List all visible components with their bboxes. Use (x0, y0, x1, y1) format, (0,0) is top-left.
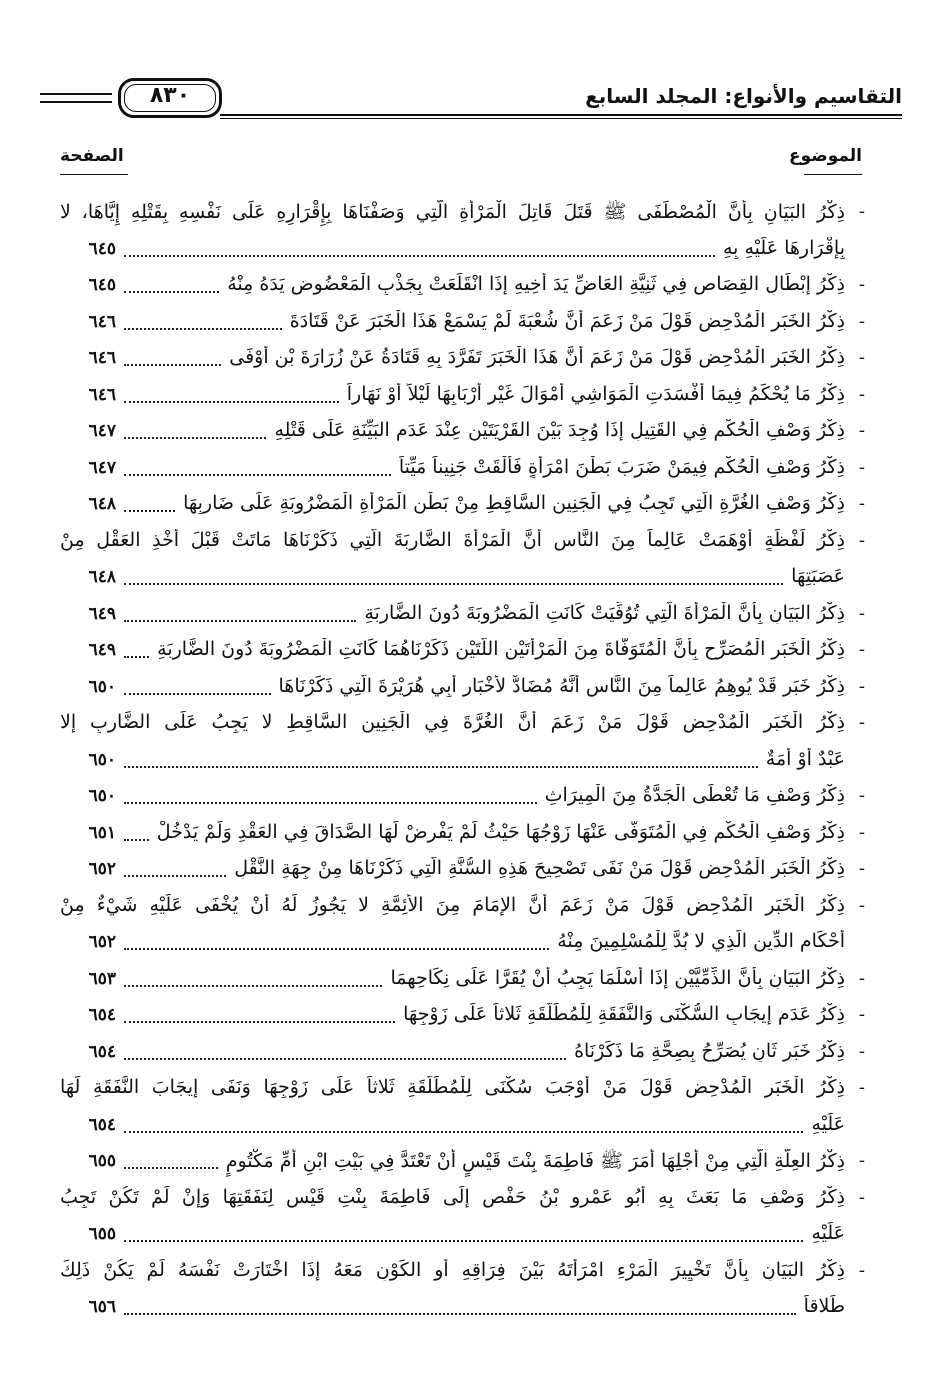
entry-bullet: - (858, 712, 865, 733)
entry-page-number: ٦٥٤ (88, 1041, 116, 1062)
entry-page-number: ٦٤٥ (88, 275, 116, 295)
entry-page-number: ٦٤٩ (88, 640, 116, 660)
toc-entry (60, 1145, 865, 1182)
entry-text: ذِكْرُ خَبَرٍ قَدْ يُوهِمُ عَالِماً مِنَ النَّاسِ أَنَّهُ مُضَادٌّ لأَخْبَارِ أَبِي هُرَيْرَةَ الَّتِي ذَكَرْنَاهَا (278, 674, 845, 697)
toc-entry-line (60, 890, 865, 927)
entry-page-number: ٦٤٥ (88, 238, 116, 259)
toc-entry-line (60, 1255, 865, 1292)
toc-entry-line (60, 342, 865, 379)
entry-page-number: ٦٤٦ (88, 384, 116, 405)
page-heading-underline (60, 174, 128, 175)
toc-entry (60, 707, 865, 780)
entry-bullet: - (858, 201, 865, 222)
running-title: التقاسيم والأنواع: المجلد السابع (585, 84, 902, 108)
entry-page-number: ٦٥٠ (88, 676, 116, 697)
dot-leader (124, 802, 537, 804)
entry-text: ذِكْرُ إِبْطَالِ القِصَاصِ فِي ثَنِيَّةِ العَاضِّ يَدَ أَخِيهِ إِذَا انْقَلَعَتْ بِجَذْبِ الْمَعْضُوضِ يَدَهُ مِنْهُ (227, 273, 845, 295)
entry-page-number: ٦٥٢ (88, 932, 116, 952)
dot-leader (124, 1167, 218, 1169)
entry-text: عَصَبَتِهَا (791, 565, 845, 587)
dot-leader (124, 291, 219, 293)
toc-entry (60, 1072, 865, 1145)
toc-entry (60, 598, 865, 635)
toc-entry-line (60, 634, 865, 671)
dot-leader (124, 1240, 803, 1242)
toc-entry-line (60, 1291, 865, 1328)
topic-column-heading: الموضوع (789, 146, 862, 166)
toc-entry-line (60, 1036, 865, 1073)
entry-bullet: - (858, 383, 865, 405)
dot-leader (124, 328, 282, 330)
toc-entry-line (60, 817, 865, 854)
toc-entry-line (60, 525, 865, 562)
toc-entry (60, 890, 865, 963)
toc-entry (60, 1036, 865, 1073)
dot-leader (124, 620, 356, 622)
entry-page-number: ٦٥٥ (88, 1224, 116, 1244)
toc-entry-line (60, 671, 865, 708)
entry-page-number: ٦٥٠ (88, 749, 116, 770)
entry-bullet: - (858, 602, 865, 624)
toc-entry (60, 379, 865, 416)
entry-page-number: ٦٤٩ (88, 603, 116, 624)
dot-leader (124, 1058, 566, 1060)
toc-entry (60, 671, 865, 708)
header-rule (220, 114, 902, 116)
entry-page-number: ٦٤٦ (88, 348, 116, 368)
toc-entry-line (60, 999, 865, 1036)
toc-entry (60, 525, 865, 598)
toc-entry (60, 306, 865, 343)
toc-entry (60, 999, 865, 1036)
entry-bullet: - (858, 1077, 865, 1098)
entry-text: ذِكْرُ وَصْفِ مَا تُعْطَى الْجَدَّةُ مِنَ الْمِيرَاثِ (544, 784, 845, 806)
toc-entry-line (60, 379, 865, 416)
toc-entry-line (60, 488, 865, 525)
toc-entry (60, 634, 865, 671)
toc-entry-line (60, 1072, 865, 1109)
toc-entry (60, 853, 865, 890)
entry-page-number: ٦٤٧ (88, 421, 116, 441)
dot-leader (124, 1131, 803, 1133)
dot-leader (124, 656, 149, 658)
entry-page-number: ٦٥٦ (88, 1297, 116, 1317)
toc-entry-line (60, 233, 865, 270)
toc-entry-line (60, 926, 865, 963)
toc-entry (60, 196, 865, 269)
toc-entry-line (60, 561, 865, 598)
dot-leader (124, 255, 715, 257)
entry-bullet: - (858, 1150, 865, 1171)
toc-entry (60, 269, 865, 306)
entry-bullet: - (858, 456, 865, 478)
entry-bullet: - (858, 1186, 865, 1208)
dot-leader (124, 1313, 796, 1315)
entry-page-number: ٦٥٤ (88, 1005, 116, 1025)
entry-text: ذِكْرُ وَصْفِ الْحُكْمِ فِيمَنْ ضَرَبَ بَطْنَ امْرَأَةٍ فَأَلْقَتْ جَنِيناً مَيِّتاً (398, 455, 845, 478)
toc-entry (60, 452, 865, 489)
toc-entry (60, 415, 865, 452)
entry-text: ذِكْرُ البَيَانِ بِأَنَّ الْمَرْأَةَ الَّتِي تُوُفِّيَتْ كَانَتِ الْمَضْرُوبَةَ دُونَ الضَّارِبَةِ (364, 601, 845, 624)
toc-entry (60, 817, 865, 854)
entry-bullet: - (858, 675, 865, 697)
entry-bullet: - (858, 420, 865, 441)
entry-page-number: ٦٥١ (88, 822, 116, 843)
entry-bullet: - (858, 1004, 865, 1025)
toc-entry-line (60, 707, 865, 744)
entry-text: ذِكْرُ الْخَبَرِ الْمُدْحِضِ قَوْلَ مَنْ نَفَى تَصْحِيحَ هَذِهِ السُّنَّةِ الَّتِي ذَكَرْنَاهَا مِنْ جِهَةِ النَّقْلِ (234, 857, 845, 879)
toc-entry-line (60, 963, 865, 1000)
page-column-heading: الصفحة (60, 146, 124, 166)
entry-text: بِإِقْرَارِهَا عَلَيْهِ بِهِ (722, 236, 845, 259)
toc-entry-line (60, 1109, 865, 1146)
entry-bullet: - (858, 274, 865, 295)
toc-entry (60, 780, 865, 817)
topic-heading-underline (804, 174, 862, 175)
entry-text: ذِكْرُ مَا يُحْكَمُ فِيمَا أَفْسَدَتِ الْمَوَاشِي أَمْوَالَ غَيْرِ أَرْبَابِهَا لَيْلاً أَوْ نَهَاراً (346, 382, 845, 405)
toc-entry (60, 1255, 865, 1328)
toc-entry-line (60, 415, 865, 452)
entry-text: ذِكْرُ الْخَبَرِ الْمُدْحِضِ قَوْلَ مَنْ أَوْجَبَ سُكْنَى لِلْمُطَلَّقَةِ ثَلاثاً عَلَى زَوْجِهَا وَنَفَى إِيجَابَ النَّفَقَةِ لَهَا (60, 1076, 845, 1098)
entry-text: ذِكْرُ خَبَرٍ ثَانٍ يُصَرِّحُ بِصِحَّةِ مَا ذَكَرْنَاهُ (574, 1039, 845, 1062)
entry-page-number: ٦٤٨ (88, 567, 116, 587)
toc-entry-line (60, 452, 865, 489)
dot-leader (124, 839, 149, 841)
entry-text: ذِكْرُ البَيَانِ بِأَنَّ الْمُصْطَفَى ﷺ قَتَلَ قَاتِلَ الْمَرْأَةِ الَّتِي وَصَفْنَاهَا بِإِقْرَارِهِ عَلَى نَفْسِهِ بِقَتْلِهِ إِيَّاهَا، لا (60, 201, 845, 223)
entry-text: ذِكْرُ لَفْظَةٍ أَوْهَمَتْ عَالِماً مِنَ النَّاسِ أَنَّ الْمَرْأَةَ الضَّارِبَةَ الَّتِي ذَكَرْنَاهَا مَاتَتْ قَبْلَ أَخْذِ العَقْلِ مِنْ (60, 528, 845, 551)
toc-entry-line (60, 853, 865, 890)
entry-text: ذِكْرُ الْخَبَرِ الْمُدْحِضِ قَوْلَ مَنْ زَعَمَ أَنَّ الغُرَّةَ فِي الْجَنِينِ السَّاقِطِ لا يَجِبُ عَلَى الضَّارِبِ إِلا (60, 711, 845, 733)
entry-text: ذِكْرُ وَصْفِ الغُرَّةِ الَّتِي تَجِبُ فِي الْجَنِينِ السَّاقِطِ مِنْ بَطْنِ الْمَرْأَةِ الْمَضْرُوبَةِ عَلَى ضَارِبِهَا (183, 492, 845, 514)
dot-leader (124, 437, 266, 439)
entry-bullet: - (858, 894, 865, 916)
entry-bullet: - (858, 529, 865, 551)
toc-entry (60, 342, 865, 379)
entry-text: ذِكْرُ الْخَبَرِ الْمُصَرِّحِ بِأَنَّ الْمُتَوَفَّاةَ مِنَ الْمَرْأَتَيْنِ اللَّتَيْنِ ذَكَرْنَاهُمَا كَانَتِ الْمَضْرُوبَةَ دُونَ الضَّارِبَةِ (157, 638, 845, 660)
toc-entry-line (60, 306, 865, 343)
entry-page-number: ٦٥٠ (88, 786, 116, 806)
entry-text: ذِكْرُ الْخَبَرِ الْمُدْحِضِ قَوْلَ مَنْ زَعَمَ أَنَّ الإِمَامَ مِنَ الأَئِمَّةِ لا يَجُوزُ لَهُ أَنْ يُخْفَى عَلَيْهِ شَيْءٌ مِنْ (60, 893, 845, 916)
toc-entry-line (60, 1182, 865, 1219)
entry-text: ذِكْرُ وَصْفِ الْحُكْمِ فِي الْمُتَوَفَّى عَنْهَا زَوْجُهَا حَيْثُ لَمْ يَفْرِضْ لَهَا الصَّدَاقَ فِي العَقْدِ وَلَمْ يَدْخُلْ (156, 820, 845, 843)
page-number: ٨٣٠ (149, 83, 191, 108)
page-number-frame (118, 78, 222, 118)
entry-bullet: - (858, 785, 865, 806)
entry-page-number: ٦٤٨ (88, 494, 116, 514)
toc-entry (60, 963, 865, 1000)
entry-text: ذِكْرُ وَصْفِ مَا بَعَثَ بِهِ أَبُو عَمْرِو بْنُ حَفْصٍ إِلَى فَاطِمَةَ بِنْتِ قَيْسٍ لِنَفَقَتِهَا وَإِنْ لَمْ تَكُنْ تَجِبُ (60, 1185, 845, 1208)
entry-bullet: - (858, 493, 865, 514)
header-ornament (40, 93, 112, 103)
entry-page-number: ٦٥٤ (88, 1114, 116, 1135)
dot-leader (124, 474, 391, 476)
entry-text: عَبْدٌ أَوْ أَمَةٌ (765, 747, 845, 770)
toc-entry-line (60, 780, 865, 817)
entry-bullet: - (858, 1259, 865, 1281)
column-headings (60, 146, 862, 186)
toc-entry (60, 1182, 865, 1255)
dot-leader (124, 364, 221, 366)
dot-leader (124, 510, 175, 512)
dot-leader (124, 985, 382, 987)
entry-text: عَلَيْهِ (811, 1112, 845, 1135)
entry-text: ذِكْرُ العِلَّةِ الَّتِي مِنْ أَجْلِهَا أَمَرَ ﷺ فَاطِمَةَ بِنْتَ قَيْسٍ أَنْ تَعْتَدَّ فِي بَيْتِ ابْنِ أُمِّ مَكْتُومٍ (225, 1150, 845, 1172)
entry-text: ذِكْرُ عَدَمِ إِيجَابِ السُّكْنَى وَالنَّفَقَةِ لِلْمُطَلَّقَةِ ثَلاثاً عَلَى زَوْجِهَا (403, 1003, 845, 1025)
entry-bullet: - (858, 967, 865, 989)
entry-bullet: - (858, 639, 865, 660)
dot-leader (124, 948, 549, 950)
entry-text: أَحْكَامِ الدِّينِ الَّذِي لا بُدَّ لِلْمُسْلِمِينَ مِنْهُ (557, 930, 845, 952)
toc-entries (60, 196, 865, 1328)
toc-entry-line (60, 744, 865, 781)
dot-leader (124, 401, 339, 403)
entry-bullet: - (858, 858, 865, 879)
dot-leader (124, 1021, 395, 1023)
entry-page-number: ٦٥٢ (88, 859, 116, 879)
toc-entry-line (60, 1218, 865, 1255)
header-rule-thin (220, 118, 902, 119)
entry-text: ذِكْرُ الخَبَرِ الْمُدْحِضِ قَوْلَ مَنْ زَعَمَ أَنَّ شُعْبَةَ لَمْ يَسْمَعْ هَذَا الْخَبَرَ عَنْ قَتَادَةَ (289, 309, 845, 332)
entry-bullet: - (858, 347, 865, 368)
dot-leader (124, 875, 226, 877)
page-header (40, 74, 902, 130)
entry-bullet: - (858, 821, 865, 843)
entry-bullet: - (858, 310, 865, 332)
entry-text: ذِكْرُ وَصْفِ الْحُكْمِ فِي القَتِيلِ إِذَا وُجِدَ بَيْنَ القَرْيَتَيْنِ عِنْدَ عَدَمِ البَيِّنَةِ عَلَى قَتْلِهِ (274, 419, 845, 441)
entry-text: طَلاقاً (803, 1295, 845, 1317)
entry-bullet: - (858, 1040, 865, 1062)
entry-text: عَلَيْهِ (811, 1222, 845, 1244)
entry-page-number: ٦٤٦ (88, 311, 116, 332)
dot-leader (124, 583, 783, 585)
toc-entry (60, 488, 865, 525)
entry-text: ذِكْرُ البَيَانِ بِأَنَّ الذِّمِّيَّيْنِ إِذَا أَسْلَمَا يَجِبُ أَنْ يُقَرَّا عَلَى نِكَاحِهِمَا (390, 966, 845, 989)
toc-entry-line (60, 1145, 865, 1182)
toc-entry-line (60, 598, 865, 635)
dot-leader (124, 693, 271, 695)
toc-entry-line (60, 269, 865, 306)
entry-page-number: ٦٤٧ (88, 457, 116, 478)
entry-text: ذِكْرُ البَيَانِ بِأَنَّ تَخْيِيرَ الْمَرْءِ امْرَأَتَهُ بَيْنَ فِرَاقِهِ أَوِ الكَوْنِ مَعَهُ إِذَا اخْتَارَتْ نَفْسَهُ لَمْ يَكُنْ ذَلِكَ (60, 1258, 845, 1281)
entry-text: ذِكْرُ الخَبَرِ الْمُدْحِضِ قَوْلَ مَنْ زَعَمَ أَنَّ هَذَا الْخَبَرَ تَفَرَّدَ بِهِ قَتَادَةُ عَنْ زُرَارَةَ بْنِ أَوْفَى (229, 346, 845, 368)
dot-leader (124, 766, 758, 768)
toc-entry-line (60, 196, 865, 233)
entry-page-number: ٦٥٥ (88, 1151, 116, 1171)
entry-page-number: ٦٥٣ (88, 968, 116, 989)
